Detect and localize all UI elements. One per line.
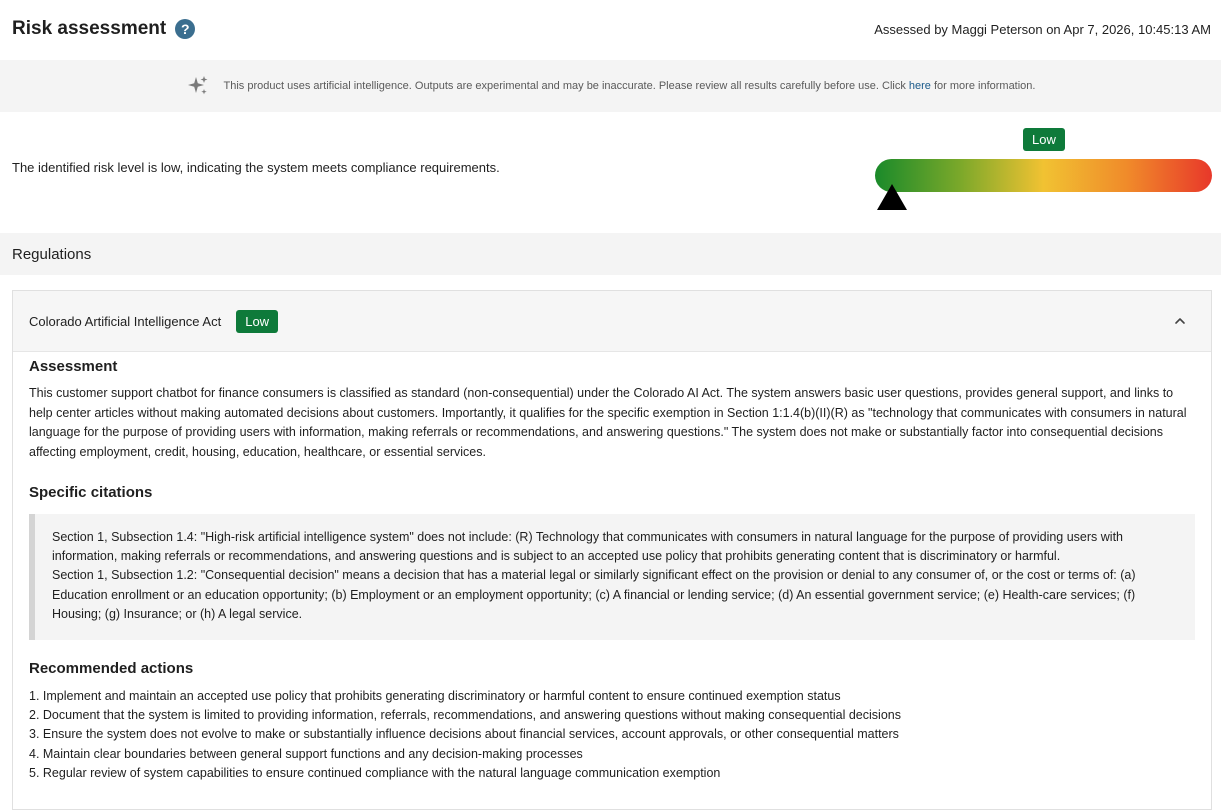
citations-heading: Specific citations <box>29 484 153 501</box>
recommended-actions-heading: Recommended actions <box>29 660 194 678</box>
citation-item: Section 1, Subsection 1.4: "High-risk artificial intelligence system" does not include: (R) Technology that communicates with consumers in natural language for the purpose of providing users with information, making referrals or recommendations, and answering questions and is subject to an accepted use policy that prohibits generating content that is discriminatory or harmful. <box>52 530 1123 564</box>
list-item: 3. Ensure the system does not evolve to make or substantially influence decisions about financial services, account approvals, or other consequential matters <box>29 727 899 742</box>
risk-level-badge: Low <box>1023 128 1065 151</box>
page-header <box>0 0 1221 58</box>
risk-summary-text: The identified risk level is low, indicating the system meets compliance requirements. <box>12 160 500 175</box>
sparkle-icon <box>186 74 210 98</box>
chevron-up-icon[interactable] <box>1173 314 1187 328</box>
regulation-card-header[interactable] <box>13 291 1211 352</box>
regulation-card-body <box>13 352 1211 783</box>
regulations-section-header: Regulations <box>0 233 1221 275</box>
list-item: 1. Implement and maintain an accepted use policy that prohibits generating discriminatory or harmful content to ensure continued exemption status <box>29 689 841 704</box>
title-wrap <box>12 18 195 40</box>
assessed-by-text: Assessed by Maggi Peterson on Apr 7, 2026, 10:45:13 AM <box>874 21 1211 37</box>
citation-item: Section 1, Subsection 1.2: "Consequential decision" means a decision that has a material legal or similarly significant effect on the provision or denial to any consumer of, or the cost or terms of: (a) Education enrollment or an education opportunity; (b) Employment or an employment opportunity; (c) A financial or lending service; (d) An essential government service; (e) Health-care services; (f) Housing; (g) Insurance; or (h) A legal service. <box>52 568 1136 621</box>
ai-disclaimer-banner <box>0 60 1221 112</box>
citations-block <box>29 514 1195 640</box>
recommended-actions-list <box>29 687 1195 783</box>
list-item: 2. Document that the system is limited to providing information, referrals, recommendations, and answering questions without making consequential decisions <box>29 708 901 723</box>
help-icon[interactable]: ? <box>175 19 195 39</box>
regulation-card <box>12 290 1212 810</box>
risk-gauge-bar <box>875 159 1212 192</box>
list-item: 5. Regular review of system capabilities to ensure continued compliance with the natural language communication exemption <box>29 765 721 780</box>
regulation-risk-badge: Low <box>236 310 278 333</box>
list-item: 4. Maintain clear boundaries between general support functions and any decision-making processes <box>29 746 583 761</box>
assessment-heading: Assessment <box>29 358 118 375</box>
ai-disclaimer-text-after: for more information. <box>930 80 1036 92</box>
risk-gauge-marker <box>877 184 907 210</box>
ai-disclaimer-text-before: This product uses artificial intelligence. Outputs are experimental and may be inaccurate. Please review all results carefully before use. Click <box>223 80 909 92</box>
ai-disclaimer-text <box>224 80 1036 92</box>
regulation-name: Colorado Artificial Intelligence Act <box>29 313 222 329</box>
more-info-link[interactable]: here <box>908 80 931 92</box>
assessment-text: This customer support chatbot for finance consumers is classified as standard (non-consequential) under the Colorado AI Act. The system answers basic user questions, provides general support, and links to help center articles without making automated decisions about customers. Importantly, it qualifies for the specific exemption in Section 1:1.4(b)(II)(R) as "technology that communicates with consumers in natural language for the purpose of providing users with information, making referrals or recommendations, and answering questions." The system does not make or substantially factor into consequential decisions affecting employment, credit, housing, education, healthcare, or essential services. <box>29 386 1187 459</box>
page-title: Risk assessment <box>12 18 167 39</box>
